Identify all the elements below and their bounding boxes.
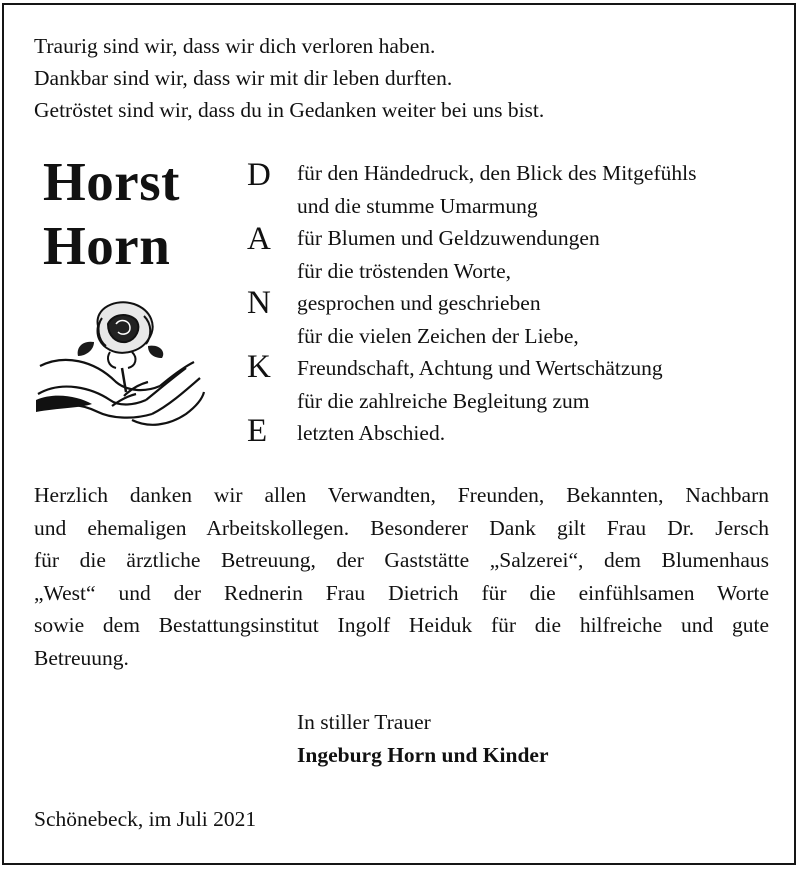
intro-line: Traurig sind wir, dass wir dich verloren haben. <box>34 34 436 58</box>
place-date: Schönebeck, im Juli 2021 <box>34 807 257 831</box>
acrostic-letter: E <box>247 413 268 449</box>
danke-line: Freundschaft, Achtung und Wertschätzung <box>297 356 663 380</box>
paragraph-line: sowie dem Bestattungsinstitut Ingolf Heiduk für die hilfreiche und gute <box>34 613 769 637</box>
danke-line: gesprochen und geschrieben <box>297 291 541 315</box>
signature-block <box>297 706 549 772</box>
first-name: Horst <box>43 151 180 212</box>
danke-line: für die tröstenden Worte, <box>297 258 512 283</box>
paragraph-line: für die ärztliche Betreuung, der Gaststätte „Salzerei“, dem Blumenhaus <box>34 548 769 572</box>
acrostic-letter: N <box>247 285 271 321</box>
paragraph-line: „West“ und der Rednerin Frau Dietrich für die einfühlsamen Worte <box>34 580 769 605</box>
acrostic-letter: D <box>247 157 271 193</box>
thanks-paragraph <box>34 479 769 674</box>
danke-line: für die zahlreiche Begleitung zum <box>297 388 590 413</box>
danke-line: letzten Abschied. <box>297 421 446 445</box>
danke-line: für die vielen Zeichen der Liebe, <box>297 323 579 348</box>
acrostic-letter: K <box>247 349 271 385</box>
intro-line: Dankbar sind wir, dass wir mit dir leben durften. <box>34 66 453 90</box>
last-name: Horn <box>43 215 171 276</box>
acrostic-letter: A <box>247 221 271 257</box>
signature-greeting: In stiller Trauer <box>297 710 431 734</box>
danke-text <box>297 157 696 450</box>
paragraph-line: Herzlich danken wir allen Verwandten, Freunden, Bekannten, Nachbarn <box>34 483 769 507</box>
paragraph-line: Betreuung. <box>34 645 129 670</box>
danke-line: für Blumen und Geldzuwendungen <box>297 226 600 250</box>
rose-in-hands-icon <box>36 296 206 441</box>
intro-verse <box>34 30 544 126</box>
danke-line: für den Händedruck, den Blick des Mitgefühls <box>297 161 697 185</box>
danke-line: und die stumme Umarmung <box>297 193 538 218</box>
signature-names: Ingeburg Horn und Kinder <box>297 743 549 767</box>
intro-line: Getröstet sind wir, dass du in Gedanken weiter bei uns bist. <box>34 98 545 122</box>
deceased-name <box>43 150 180 278</box>
paragraph-line: und ehemaligen Arbeitskollegen. Besonderer Dank gilt Frau Dr. Jersch <box>34 515 769 540</box>
danke-acrostic-letters <box>247 157 287 477</box>
